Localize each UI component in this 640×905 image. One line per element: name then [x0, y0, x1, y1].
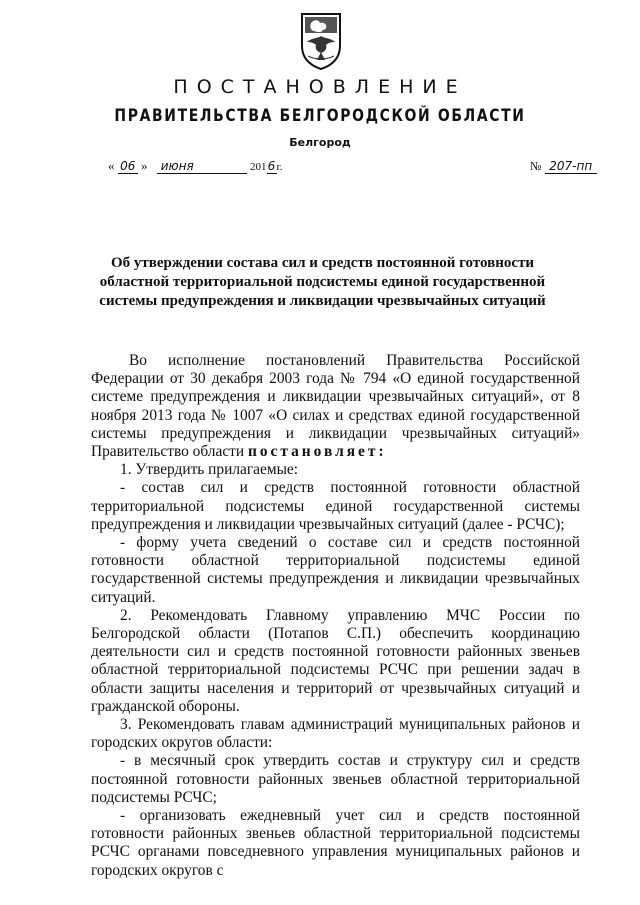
paragraph-3-item-a: - в месячный срок утвердить состав и структуру сил и средств постоянной готовности районных звеньев областной территориальной подсистемы РСЧС; [91, 752, 580, 806]
paragraph-3: 3. Рекомендовать главам администраций муниципальных районов и городских округов области: [91, 716, 580, 752]
date-year-suffix: г. [276, 161, 283, 173]
paragraph-1-item-b: - форму учета сведений о составе сил и средств постоянной готовности областной территориальной подсистемы единой государственной системы предупреждения и ликвидации чрезвычайных ситуаций. [91, 534, 580, 606]
paragraph-1-item-a: - состав сил и средств постоянной готовности областной территориальной подсистемы единой государственной системы предупреждения и ликвидации чрезвычайных ситуаций (далее - РСЧС); [91, 479, 580, 533]
preamble-emphasis: постановляет: [247, 443, 387, 461]
preamble-text: Во исполнение постановлений Правительства Российской Федерации от 30 декабря 2003 года № 794 «О единой государственной системе предупреждения и ликвидации чрезвычайных ситуаций», от 8 ноября 2013 года № 1007 «О силах и средствах единой государственной системы предупреждения и ликвидации чрезвычайных ситуаций» Правительство области [91, 352, 580, 461]
document-body [91, 352, 580, 880]
document-number [530, 158, 597, 174]
paragraph-1: 1. Утвердить прилагаемые: [120, 461, 299, 479]
paragraph-2: 2. Рекомендовать Главному управлению МЧС России по Белгородской области (Потапов С.П.) обеспечить координацию деятельности сил и средств постоянной готовности районных звеньев областной территориальной подсистемы РСЧС при решении задач в области защиты населения и территорий от чрезвычайных ситуаций и гражданской обороны. [91, 606, 580, 715]
date-day: 06 [118, 159, 138, 174]
date-year-digit: 6 [267, 159, 276, 173]
date-line [108, 158, 283, 174]
coat-of-arms-icon [300, 12, 342, 70]
date-month: июня [157, 159, 247, 174]
date-year-prefix: 201 [250, 161, 267, 173]
number-sign: № [530, 159, 542, 173]
document-title: Об утверждении состава сил и средств постоянной готовности областной территориальной подсистемы единой государственной системы предупреждения и ликвидации чрезвычайных ситуаций [99, 255, 546, 309]
date-close-quote: » [141, 158, 148, 173]
date-open-quote: « [108, 158, 115, 173]
document-type-heading: ПОСТАНОВЛЕНИЕ [173, 76, 467, 98]
number-value: 207-пп [545, 159, 597, 174]
paragraph-preamble [91, 352, 580, 461]
paragraph-3-item-b: - организовать ежедневный учет сил и средств постоянной готовности районных звеньев областной территориальной подсистемы РСЧС органами повседневного управления муниципальных районов и городских округов с [91, 807, 580, 879]
issuer-heading: ПРАВИТЕЛЬСТВА БЕЛГОРОДСКОЙ ОБЛАСТИ [114, 106, 526, 126]
city-label: Белгород [289, 136, 351, 149]
